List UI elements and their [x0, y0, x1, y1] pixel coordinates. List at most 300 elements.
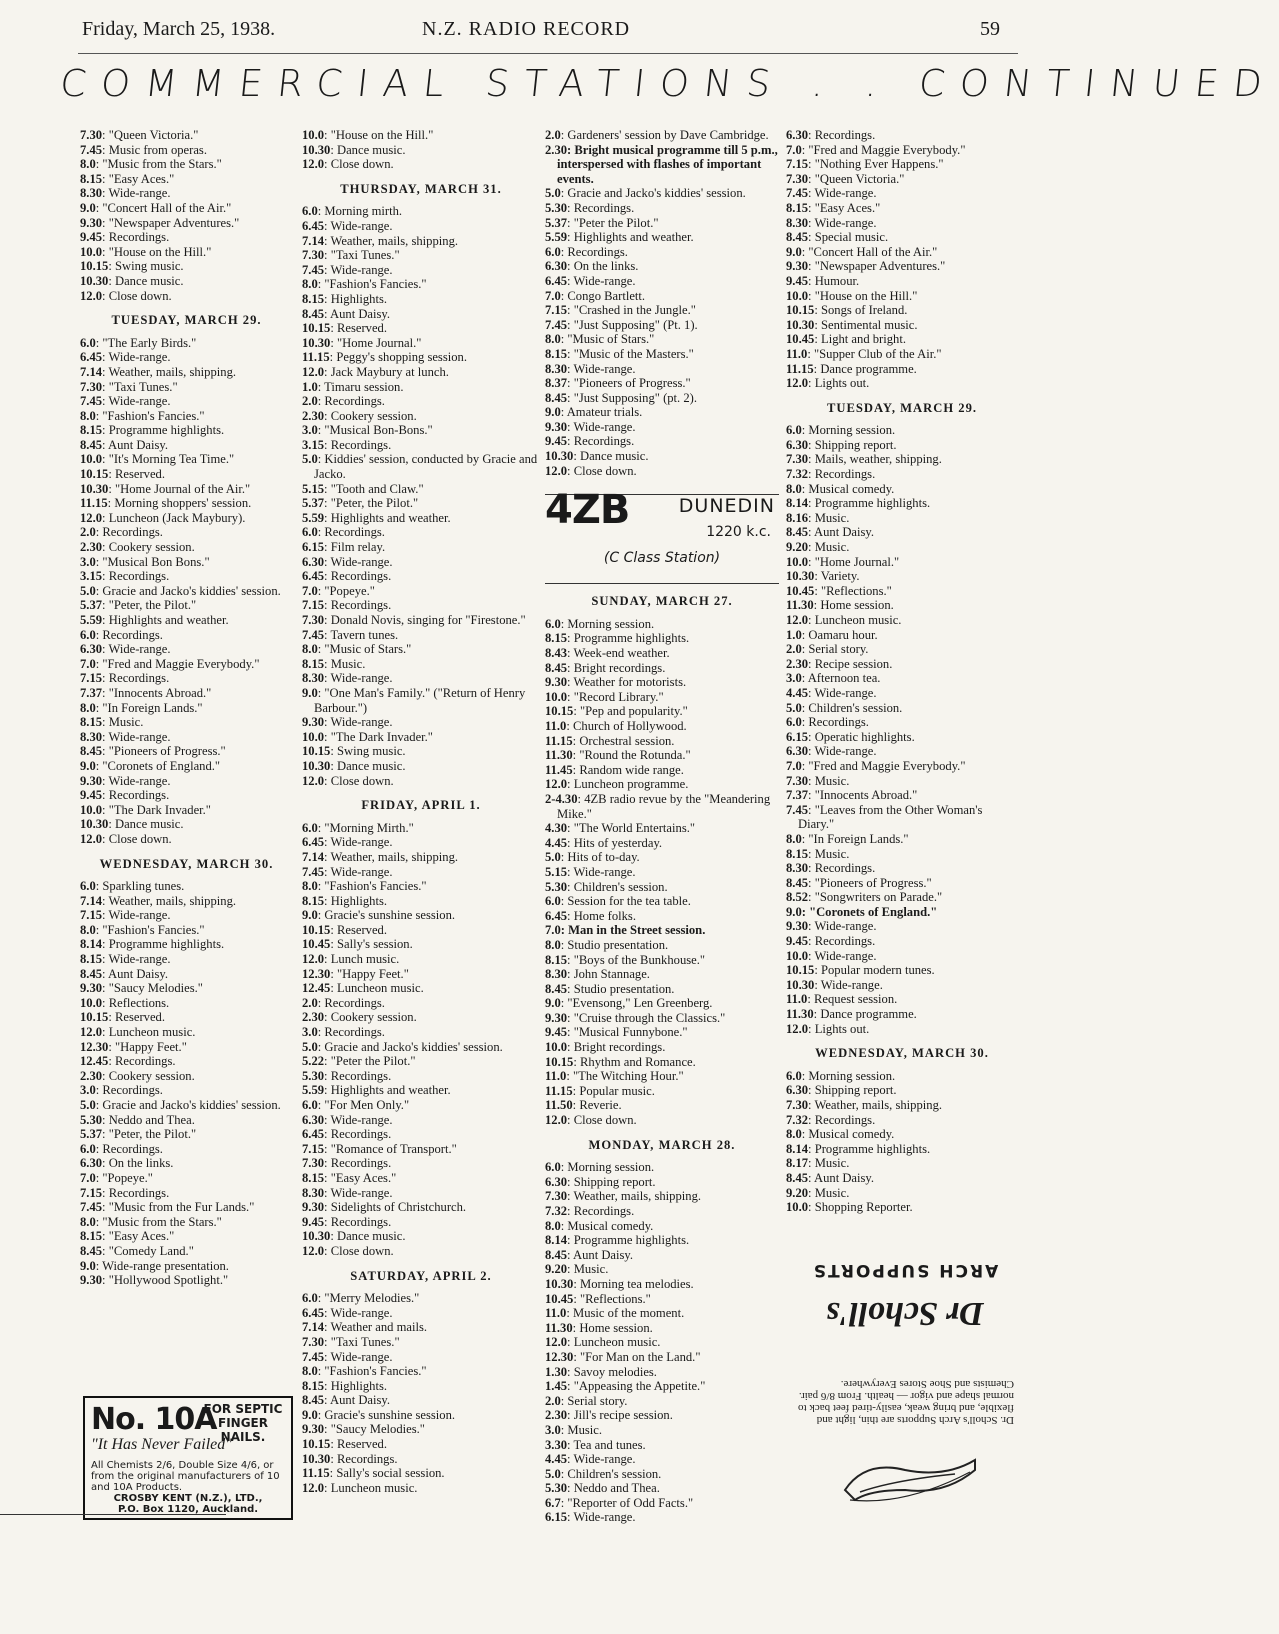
- entry-programme: Wide-range.: [330, 864, 393, 879]
- entry-programme: "Fashion's Fancies.": [324, 879, 427, 894]
- column-1: [80, 128, 293, 1288]
- entry-time: 8.0: [302, 642, 318, 657]
- entry-time: 10.45: [786, 332, 815, 347]
- entry-programme: "Pep and popularity.": [580, 704, 688, 719]
- entry-time: 6.45: [302, 218, 325, 233]
- schedule-entry: 2.0: Recordings.: [80, 525, 163, 540]
- entry-time: 6.30: [302, 554, 325, 569]
- entry-programme: Week-end weather.: [573, 646, 670, 661]
- entry-programme: "Taxi Tunes.": [330, 1334, 400, 1349]
- entry-programme: Shipping report.: [573, 1174, 656, 1189]
- schedule-entry: 12.0: Close down.: [302, 1243, 394, 1258]
- schedule-entry: 8.30: Recordings.: [786, 861, 876, 876]
- schedule-entry: 10.30: Morning tea melodies.: [545, 1276, 694, 1291]
- schedule-entry: 12.0: Luncheon music.: [545, 1335, 661, 1350]
- entry-time: 2.30: [80, 540, 103, 555]
- entry-programme: Wide-range.: [330, 715, 393, 730]
- entry-time: 9.30: [80, 773, 103, 788]
- schedule-entry: 5.30: Neddo and Thea.: [80, 1112, 195, 1127]
- column-2: [302, 128, 540, 1495]
- entry-time: 9.45: [302, 1214, 325, 1229]
- entry-programme: Film relay.: [330, 540, 386, 555]
- schedule-entry: 8.45: "Pioneers of Progress.": [786, 875, 932, 890]
- entry-programme: Music from operas.: [108, 142, 207, 157]
- schedule-entry: 9.20: Music.: [786, 540, 850, 555]
- schedule-entry: 12.0: Lights out.: [786, 1021, 870, 1036]
- entry-programme: Variety.: [820, 569, 860, 584]
- schedule-entry: 8.45: Aunt Daisy.: [80, 437, 169, 452]
- entry-programme: Recordings.: [115, 1054, 176, 1069]
- schedule-entry: 5.0: Gracie and Jacko's kiddies' session.: [80, 1098, 281, 1112]
- entry-time: 8.15: [545, 952, 568, 967]
- schedule-entry: 8.0: "Music of Stars.": [545, 332, 655, 347]
- entry-programme: "Easy Aces.": [330, 1170, 397, 1185]
- entry-time: 11.0: [786, 346, 808, 361]
- entry-programme: "Reporter of Odd Facts.": [567, 1495, 694, 1510]
- entry-time: 10.30: [80, 481, 109, 496]
- schedule-entry: 6.0: Morning session.: [786, 423, 896, 438]
- schedule-entry: 11.30: Home session.: [545, 1320, 653, 1335]
- schedule-entry: 11.0: Church of Hollywood.: [545, 719, 687, 733]
- entry-time: 12.0: [302, 952, 325, 967]
- ad-price-text: All Chemists 2/6, Double Size 4/6, or from the original manufacturers of 10 and 10A Products.: [91, 1460, 280, 1493]
- schedule-entry: 3.0: Afternoon tea.: [786, 671, 881, 686]
- entry-time: 9.30: [80, 215, 103, 230]
- schedule-entry: 5.59: Highlights and weather.: [302, 1083, 451, 1098]
- entry-time: 6.45: [545, 908, 568, 923]
- station-class: (C Class Station): [603, 550, 721, 567]
- entry-programme: Serial story.: [567, 1393, 628, 1408]
- schedule-entry: 6.45: Wide-range.: [302, 218, 393, 233]
- entry-programme: Dance music.: [115, 817, 184, 832]
- entry-programme: Programme highlights.: [108, 937, 225, 952]
- entry-time: 6.0: [80, 335, 96, 350]
- entry-programme: "Concert Hall of the Air.": [808, 244, 938, 259]
- entry-time: 8.0: [545, 332, 561, 347]
- entry-programme: Cookery session.: [108, 540, 195, 555]
- entry-programme: Aunt Daisy.: [814, 525, 875, 540]
- schedule-entry: 8.45: Aunt Daisy.: [302, 306, 391, 321]
- entry-time: 10.30: [80, 817, 109, 832]
- entry-programme: "Round the Rotunda.": [579, 748, 691, 763]
- schedule-entry: 10.0: Reflections.: [80, 995, 170, 1010]
- entry-programme: Luncheon music.: [108, 1025, 196, 1040]
- entry-programme: Music.: [814, 846, 850, 861]
- entry-programme: Dance music.: [337, 142, 406, 157]
- schedule-entry: 6.7: "Reporter of Odd Facts.": [545, 1495, 694, 1510]
- entry-programme: "Appeasing the Appetite.": [573, 1379, 706, 1394]
- entry-time: 10.30: [302, 1451, 331, 1466]
- schedule-entry: 10.0: "House on the Hill.": [786, 288, 918, 303]
- schedule-entry: 8.15: Highlights.: [302, 291, 388, 306]
- entry-programme: "Music of the Masters.": [573, 346, 694, 361]
- entry-programme: Weather, mails, shipping.: [108, 893, 237, 908]
- entry-time: 8.15: [80, 952, 103, 967]
- entry-time: 5.0: [80, 583, 96, 598]
- schedule-entry: 1.30: Savoy melodies.: [545, 1364, 657, 1379]
- entry-programme: Recordings.: [330, 1127, 392, 1142]
- entry-programme: Weather, mails, shipping.: [330, 233, 459, 248]
- schedule-entry: 8.43: Week-end weather.: [545, 646, 670, 661]
- schedule-entry: 1.0: Oamaru hour.: [786, 627, 878, 642]
- entry-programme: "Evensong," Len Greenberg.: [567, 996, 713, 1011]
- entry-programme: "House on the Hill.": [330, 128, 434, 142]
- schedule-entry: 8.37: "Pioneers of Progress.": [545, 376, 691, 391]
- entry-programme: Peggy's shopping session.: [336, 350, 467, 365]
- entry-time: 10.30: [302, 758, 331, 773]
- entry-time: 7.0: [545, 288, 561, 303]
- advertisement-septic-finger: [83, 1396, 293, 1520]
- entry-programme: Programme highlights.: [814, 496, 931, 511]
- entry-time: 10.15: [786, 303, 815, 318]
- entry-time: 7.30: [786, 1098, 809, 1112]
- schedule-entry: 11.0: Request session.: [786, 992, 898, 1007]
- entry-programme: Wide-range.: [573, 419, 636, 434]
- entry-programme: Jack Maybury at lunch.: [330, 364, 449, 379]
- schedule-entry: 8.15: "Boys of the Bunkhouse.": [545, 952, 706, 967]
- schedule-entry: 7.0: "Popeye.": [80, 1170, 153, 1185]
- entry-time: 9.20: [545, 1262, 568, 1277]
- entry-programme: Close down.: [330, 157, 394, 172]
- entry-time: 6.30: [545, 259, 568, 274]
- schedule-entry: 5.0: Hits of to-day.: [545, 850, 640, 865]
- entry-time: 6.15: [545, 1510, 568, 1525]
- schedule-entry: 7.30: Music.: [786, 773, 850, 788]
- entry-time: 8.15: [545, 631, 568, 646]
- entry-programme: "Music of Stars.": [567, 332, 655, 347]
- entry-time: 9.30: [786, 919, 809, 934]
- entry-programme: Children's session.: [573, 879, 668, 894]
- schedule-entry: 12.0: Close down.: [80, 288, 172, 303]
- schedule-entry: 10.15: Reserved.: [302, 321, 388, 336]
- entry-programme: "Music from the Stars.": [102, 157, 222, 172]
- schedule-entry: 5.0: Gracie and Jacko's kiddies' session.: [80, 583, 281, 598]
- entry-programme: Sentimental music.: [821, 317, 918, 332]
- entry-time: 12.30: [302, 966, 331, 981]
- entry-programme: Congo Bartlett.: [567, 288, 646, 303]
- schedule-list: [302, 821, 540, 1259]
- schedule-entry: 7.45: Wide-range.: [80, 394, 171, 409]
- entry-time: 9.45: [545, 434, 568, 449]
- entry-programme: "Easy Aces.": [108, 171, 175, 186]
- entry-time: 10.15: [545, 704, 574, 719]
- schedule-entry: 8.15: Music.: [80, 715, 144, 730]
- schedule-entry: 10.0: "The Dark Invader.": [302, 729, 433, 744]
- entry-time: 8.15: [545, 346, 568, 361]
- schedule-entry: 12.30: "Happy Feet.": [80, 1039, 187, 1054]
- entry-programme: "Leaves from the Other Woman's Diary.": [798, 802, 983, 832]
- entry-time: 8.14: [80, 937, 103, 952]
- entry-time: 6.45: [80, 350, 103, 365]
- schedule-entry: 7.0: "Fred and Maggie Everybody.": [80, 656, 260, 671]
- entry-time: 9.20: [786, 540, 809, 555]
- entry-programme: Programme highlights.: [814, 1141, 931, 1156]
- entry-programme: Recordings.: [324, 995, 385, 1010]
- entry-programme: "Reflections.": [580, 1291, 651, 1306]
- schedule-entry: 8.0: Studio presentation.: [545, 937, 669, 952]
- schedule-entry: 8.0: "Fashion's Fancies.": [302, 879, 427, 894]
- entry-programme: Popular music.: [579, 1083, 655, 1098]
- entry-programme: "Morning Mirth.": [324, 820, 414, 835]
- schedule-entry: 3.30: Tea and tunes.: [545, 1437, 646, 1452]
- entry-time: 8.45: [786, 525, 809, 540]
- entry-time: 7.45: [80, 1200, 103, 1215]
- schedule-entry: 7.15: Recordings.: [80, 671, 170, 686]
- schedule-entry: 5.37: "Peter, the Pilot.": [80, 1127, 197, 1142]
- schedule-entry: 9.0: "Evensong," Len Greenberg.: [545, 996, 713, 1011]
- entry-time: 9.30: [786, 259, 809, 274]
- entry-time: 11.0: [545, 1306, 567, 1321]
- entry-programme: Recordings.: [567, 244, 628, 259]
- entry-programme: Neddo and Thea.: [108, 1112, 195, 1127]
- schedule-entry: 7.45: Music from operas.: [80, 142, 207, 157]
- schedule-entry: 9.30: "Saucy Melodies.": [302, 1422, 425, 1437]
- entry-time: 6.45: [302, 1127, 325, 1142]
- entry-time: 8.15: [302, 291, 325, 306]
- schedule-entry: 11.30: Dance programme.: [786, 1007, 917, 1022]
- entry-time: 6.45: [545, 273, 568, 288]
- entry-time: 7.45: [545, 317, 568, 332]
- entry-time: 2.0: [80, 525, 96, 540]
- entry-time: 7.0: [786, 142, 802, 157]
- entry-time: 5.0: [302, 452, 318, 467]
- schedule-entry: 3.15: Recordings.: [302, 437, 392, 452]
- entry-programme: Recordings.: [573, 434, 635, 449]
- schedule-entry: 8.45: "Comedy Land.": [80, 1243, 194, 1258]
- schedule-entry: 11.0: "Supper Club of the Air.": [786, 346, 942, 361]
- entry-programme: 4ZB radio revue by the "Meandering Mike.": [557, 791, 771, 821]
- entry-time: 8.45: [80, 1243, 103, 1258]
- entry-programme: Operatic highlights.: [814, 729, 915, 744]
- entry-programme: Musical comedy.: [808, 481, 895, 496]
- entry-time: 5.30: [545, 1481, 568, 1496]
- schedule-entry: 6.30: On the links.: [545, 259, 639, 274]
- entry-programme: Recordings.: [108, 1185, 170, 1200]
- entry-time: 5.15: [545, 864, 568, 879]
- entry-programme: "It's Morning Tea Time.": [108, 452, 235, 467]
- entry-time: 8.37: [545, 376, 568, 391]
- entry-time: 11.15: [545, 733, 573, 748]
- schedule-entry: 10.0: "House on the Hill.": [302, 128, 434, 142]
- entry-programme: Aunt Daisy.: [108, 437, 169, 452]
- entry-programme: Wide-range.: [330, 1305, 393, 1320]
- entry-programme: Gardeners' session by Dave Cambridge.: [567, 128, 769, 142]
- entry-time: 11.0: [545, 1069, 567, 1084]
- schedule-entry: 6.45: Recordings.: [302, 569, 392, 584]
- entry-programme: "Comedy Land.": [108, 1243, 194, 1258]
- schedule-entry: 7.14: Weather, mails, shipping.: [80, 364, 237, 379]
- schedule-entry: 3.0: Music.: [545, 1422, 603, 1437]
- entry-time: 8.45: [545, 981, 568, 996]
- entry-programme: Wide-range.: [573, 1510, 636, 1525]
- entry-time: 8.30: [302, 671, 325, 686]
- entry-programme: "Fred and Maggie Everybody.": [808, 758, 966, 773]
- schedule-list: [302, 1291, 540, 1495]
- entry-programme: Luncheon music.: [814, 613, 902, 627]
- entry-time: 8.45: [302, 306, 325, 321]
- schedule-entry: 5.59: Highlights and weather.: [302, 510, 451, 525]
- entry-programme: Reserved.: [115, 1010, 166, 1025]
- entry-time: 12.0: [786, 1021, 809, 1036]
- entry-time: 11.15: [302, 1466, 330, 1481]
- schedule-entry: 9.45: Recordings.: [786, 934, 876, 949]
- entry-time: 10.0: [80, 452, 103, 467]
- entry-time: 8.16: [786, 510, 809, 525]
- entry-time: 8.30: [545, 361, 568, 376]
- day-heading: MONDAY, MARCH 28.: [588, 1137, 736, 1152]
- day-heading: TUESDAY, MARCH 29.: [111, 313, 262, 328]
- entry-time: 7.0: [80, 1170, 96, 1185]
- schedule-entry: 8.15: "Music of the Masters.": [545, 346, 694, 361]
- schedule-entry: 6.0: Morning session.: [545, 616, 655, 631]
- entry-time: 7.45: [302, 864, 325, 879]
- schedule-entry: 1.45: "Appeasing the Appetite.": [545, 1379, 706, 1394]
- schedule-entry: 9.30: "Newspaper Adventures.": [786, 259, 946, 274]
- schedule-entry: 10.30: Variety.: [786, 569, 860, 584]
- entry-programme: "Music from the Stars.": [102, 1214, 222, 1229]
- entry-time: 12.45: [302, 981, 331, 996]
- entry-programme: "Innocents Abroad.": [814, 788, 918, 803]
- schedule-entry: 6.0: "Morning Mirth.": [302, 820, 414, 835]
- entry-programme: Lunch music.: [330, 952, 400, 967]
- schedule-entry: 12.30: "For Man on the Land.": [545, 1349, 701, 1364]
- entry-time: 9.0: [80, 200, 96, 215]
- entry-programme: "Taxi Tunes.": [108, 379, 178, 394]
- schedule-entry: 4.45: Wide-range.: [786, 685, 877, 700]
- schedule-entry: 10.15: Swing music.: [302, 744, 406, 759]
- entry-programme: "Peter, the Pilot.": [108, 1127, 197, 1142]
- schedule-entry: 7.14: Weather, mails, shipping.: [80, 893, 237, 908]
- schedule-entry: 6.45: Wide-range.: [302, 835, 393, 850]
- schedule-entry: 8.30: Wide-range.: [786, 215, 877, 230]
- schedule-entry: 12.0: Close down.: [545, 1113, 637, 1128]
- entry-programme: Luncheon music.: [330, 1480, 418, 1495]
- entry-time: 6.45: [302, 1305, 325, 1320]
- schedule-entry: 5.30: Recordings.: [302, 1068, 392, 1083]
- entry-time: 8.45: [786, 1170, 809, 1185]
- schedule-entry: 8.45: Aunt Daisy.: [786, 1170, 875, 1185]
- entry-programme: Wide-range.: [573, 864, 636, 879]
- schedule-entry: 8.15: Programme highlights.: [545, 631, 690, 646]
- entry-time: 8.30: [786, 861, 809, 876]
- schedule-entry: 8.45: Aunt Daisy.: [80, 966, 169, 981]
- entry-programme: Sally's social session.: [336, 1466, 445, 1481]
- schedule-entry: 6.30: Shipping report.: [545, 1174, 656, 1189]
- schedule-entry: 8.15: "Easy Aces.": [80, 171, 175, 186]
- entry-programme: Savoy melodies.: [573, 1364, 657, 1379]
- publication-title: N.Z. RADIO RECORD: [422, 18, 631, 40]
- entry-time: 5.37: [80, 598, 103, 613]
- entry-time: 6.0: [786, 423, 802, 438]
- schedule-entry: 10.45: Light and bright.: [786, 332, 906, 347]
- schedule-entry: 10.15: Swing music.: [80, 259, 184, 274]
- entry-programme: Rhythm and Romance.: [580, 1054, 696, 1069]
- schedule-entry: 9.30: Wide-range.: [786, 919, 877, 934]
- entry-time: 6.30: [786, 1083, 809, 1098]
- entry-time: 11.30: [786, 598, 814, 613]
- entry-time: 5.59: [302, 510, 325, 525]
- entry-programme: "Peter, the Pilot.": [108, 598, 197, 613]
- schedule-entry: 8.15: Music.: [786, 846, 850, 861]
- schedule-entry: 2.30: Cookery session.: [302, 408, 417, 423]
- entry-time: 2.30: [545, 142, 568, 157]
- entry-time: 7.15: [80, 1185, 103, 1200]
- entry-programme: Weather, mails, shipping.: [330, 849, 459, 864]
- entry-time: 8.0: [545, 937, 561, 952]
- entry-programme: Wide-range.: [814, 948, 877, 963]
- entry-time: 12.0: [302, 364, 325, 379]
- entry-time: 10.0: [80, 244, 103, 259]
- entry-time: 10.0: [786, 1200, 809, 1215]
- schedule-entry: 6.30: Wide-range.: [302, 554, 393, 569]
- schedule-entry: 9.45: Recordings.: [80, 230, 170, 245]
- entry-time: 12.0: [545, 1113, 568, 1128]
- entry-programme: Morning session.: [808, 1068, 896, 1083]
- schedule-entry: 12.45: Recordings.: [80, 1054, 176, 1069]
- schedule-entry: 4.30: "The World Entertains.": [545, 821, 696, 836]
- schedule-entry: 2.0: Serial story.: [786, 642, 869, 657]
- schedule-entry: 7.30: Mails, weather, shipping.: [786, 452, 942, 467]
- schedule-entry: 10.0: "Home Journal.": [786, 554, 900, 569]
- schedule-entry: 2.30: Cookery session.: [80, 540, 195, 555]
- schedule-entry: 7.45: Tavern tunes.: [302, 627, 399, 642]
- schedule-entry: 6.0: Morning session.: [545, 1160, 655, 1175]
- entry-time: 8.15: [80, 715, 103, 730]
- schedule-list: [786, 423, 1018, 1036]
- ad-address: P.O. Box 1120, Auckland.: [117, 1504, 259, 1515]
- entry-programme: Recordings.: [573, 200, 635, 215]
- entry-programme: "Newspaper Adventures.": [108, 215, 240, 230]
- entry-time: 11.15: [302, 350, 330, 365]
- entry-programme: Recordings.: [337, 1451, 398, 1466]
- entry-time: 10.15: [302, 922, 331, 937]
- entry-programme: "In Foreign Lands.": [808, 831, 909, 846]
- entry-time: 10.0: [786, 554, 809, 569]
- entry-time: 2.0: [302, 995, 318, 1010]
- entry-programme: Wide-range.: [330, 1185, 393, 1200]
- entry-programme: Wide-range.: [573, 361, 636, 376]
- entry-programme: Gracie and Jacko's kiddies' session.: [567, 186, 746, 201]
- schedule-entry: 10.30: Dance music.: [302, 142, 406, 157]
- schedule-entry: 10.0: "Record Library.": [545, 689, 664, 704]
- entry-time: 8.30: [80, 729, 103, 744]
- schedule-entry: 9.0: "Concert Hall of the Air.": [80, 200, 232, 215]
- entry-time: 10.0: [545, 689, 568, 704]
- entry-time: 7.45: [302, 262, 325, 277]
- entry-time: 8.45: [80, 437, 103, 452]
- entry-time: 5.37: [545, 215, 568, 230]
- entry-time: 11.30: [786, 1007, 814, 1022]
- entry-programme: Aunt Daisy.: [330, 306, 391, 321]
- schedule-entry: 12.0: Close down.: [302, 773, 394, 788]
- schedule-entry: 9.0: "Concert Hall of the Air.": [786, 244, 938, 259]
- entry-programme: Weather, mails, shipping.: [573, 1189, 702, 1204]
- entry-programme: Morning tea melodies.: [580, 1276, 694, 1291]
- schedule-entry: 8.45: "Pioneers of Progress.": [80, 744, 226, 759]
- entry-programme: Wide-range.: [108, 908, 171, 923]
- entry-programme: Wide-range.: [108, 729, 171, 744]
- entry-time: 9.45: [786, 934, 809, 949]
- entry-programme: Luncheon music.: [573, 1335, 661, 1350]
- entry-programme: "Merry Melodies.": [324, 1291, 420, 1306]
- entry-programme: Luncheon (Jack Maybury).: [108, 510, 246, 525]
- entry-time: 7.30: [302, 1156, 325, 1171]
- entry-programme: Luncheon music.: [337, 981, 424, 996]
- entry-time: 7.30: [302, 613, 325, 627]
- entry-time: 6.45: [302, 835, 325, 850]
- entry-programme: "In Foreign Lands.": [102, 700, 203, 715]
- entry-programme: Swing music.: [337, 744, 406, 759]
